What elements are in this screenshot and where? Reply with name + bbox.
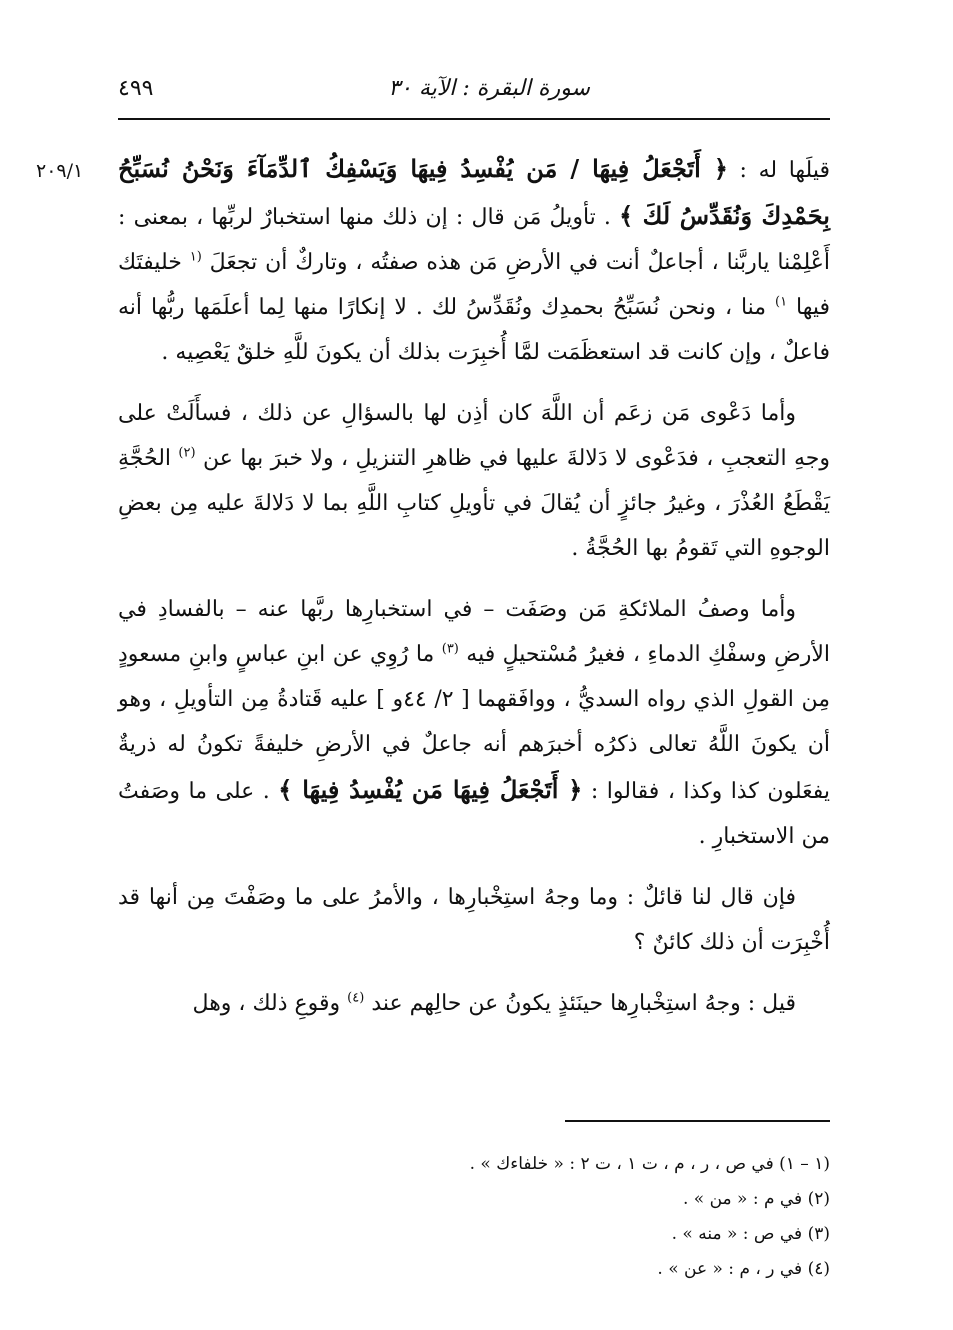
paragraph-text: وقوعِ ذلك ، وهل (192, 991, 341, 1016)
paragraph-2 (118, 391, 830, 571)
paragraph-text: . تأويلُ مَن قال : إن ذلك منها استخبارٌ لربِّها ، بمعنى : أَعْلِمْنا ياربَّنا ، أجاعلٌ أنت في الأرضِ مَن هذه صفتُه ، وتاركٌ أن تجعَلَ (118, 205, 830, 275)
paragraph-text: الحُجَّةِ يَقْطَعُ العُذْرَ ، وغيرُ جائزٍ أن يُقالَ في تأويلِ كتابِ اللَّهِ بما لا دَلالةَ عليه مِن بعضِ الوجوهِ التي تَقومُ بها الحُجَّةُ . (118, 446, 830, 561)
footnote: (٢) في م : « من » . (682, 1189, 830, 1209)
footnote-divider (565, 1120, 830, 1122)
footnote: (٤) في ر ، م : « عن » . (657, 1259, 830, 1279)
footnote: (٣) في ص : « منه » . (671, 1224, 830, 1244)
paragraph-text: منا ، ونحن نُسَبِّحُ بحمدِك ونُقَدِّسُ لك . لا إنكارًا منها لِما أعلَمَها ربُّها أنه فاعلٌ ، وإن كانت قد استعظَمَت لمَّا أُخبِرَت بذلك أن يكونَ للَّهِ خلقٌ يَعْصِيه . (118, 295, 830, 365)
quran-verse: ﴿ أَتَجْعَلُ فِيهَا مَن يُفْسِدُ فِيهَا ﴾ (278, 775, 583, 804)
paragraph-text: خليفتَك فيها (118, 250, 830, 320)
paragraph-text: فإن قال لنا قائلٌ : وما وجهُ استِخْبارِها ، والأمرُ على ما وصَفْتَ مِن أنها قد أُخْبِرَت أن ذلك كائنٌ ؟ (118, 885, 830, 955)
paragraph-text: وأما دَعْوى مَن زعَم أن اللَّهَ كان أذِن لها بالسؤالِ عن ذلك ، فسأَلَتْ على وجهِ التعجبِ ، فدَعْوى لا دَلالةَ عليها في ظاهرِ التنزيلِ ، ولا خبرَ بها عن (118, 401, 830, 471)
running-title: سورة البقرة : الآية ٣٠ (388, 76, 590, 101)
paragraph-text: . على ما وصَفتُ من الاستخبارِ . (118, 779, 830, 849)
paragraph-5 (118, 981, 830, 1026)
paragraph-3 (118, 587, 830, 859)
paragraph-text: قيل : وجهُ استِخْبارِها حينَئذٍ يكونُ عن حالِهم عند (371, 991, 796, 1016)
footnote-marker: (١ (189, 249, 202, 265)
quran-verse: ﴿ أَتَجْعَلُ فِيهَا / مَن يُفْسِدُ فِيهَا وَيَسْفِكُ ٱلدِّمَآءَ وَنَحْنُ نُسَبِّحُ بِحَمْدِكَ وَنُقَدِّسُ لَكَ ﴾ (118, 154, 830, 230)
footnote-marker: (٤) (347, 990, 365, 1006)
paragraph-text: ما رُوِي عن ابنِ عباسٍ وابنِ مسعودٍ مِن القولِ الذي رواه السديُّ ، ووافَقهما [ ٢/ ٤٤و ] عليه قَتادةُ مِن التأويلِ ، وهو أن يكونَ اللَّهُ تعالى ذكرُه أخبرَهم أنه جاعلٌ في الأرضِ خليفةً تكونُ له ذريةٌ يفعَلون كذا وكذا ، فقالوا : (118, 642, 831, 804)
page-header (118, 70, 830, 110)
paragraph-1 (118, 146, 830, 375)
main-text (118, 146, 830, 1042)
paragraph-text: وأما وصفُ الملائكةِ مَن وصَفَت – في استخبارِها ربَّها عنه – بالفسادِ في الأرضِ وسفْكِ الدماءِ ، فغيرُ مُسْتحيلٍ فيه (118, 597, 830, 667)
footnote: (١ – ١) في ص ، ر ، م ، ت ١ ، ت ٢ : « خلفاءك » . (469, 1154, 830, 1174)
page-number: ٤٩٩ (118, 76, 154, 101)
paragraph-text: قيلَها له : (739, 158, 830, 183)
footnote-marker: (٣) (441, 641, 459, 657)
paragraph-4 (118, 875, 830, 965)
footnote-marker: ١) (775, 294, 788, 310)
margin-reference: ٢٠٩/١ (36, 160, 84, 182)
footnotes (118, 1147, 830, 1287)
footnote-marker: (٢) (178, 445, 196, 461)
header-divider (118, 118, 830, 120)
